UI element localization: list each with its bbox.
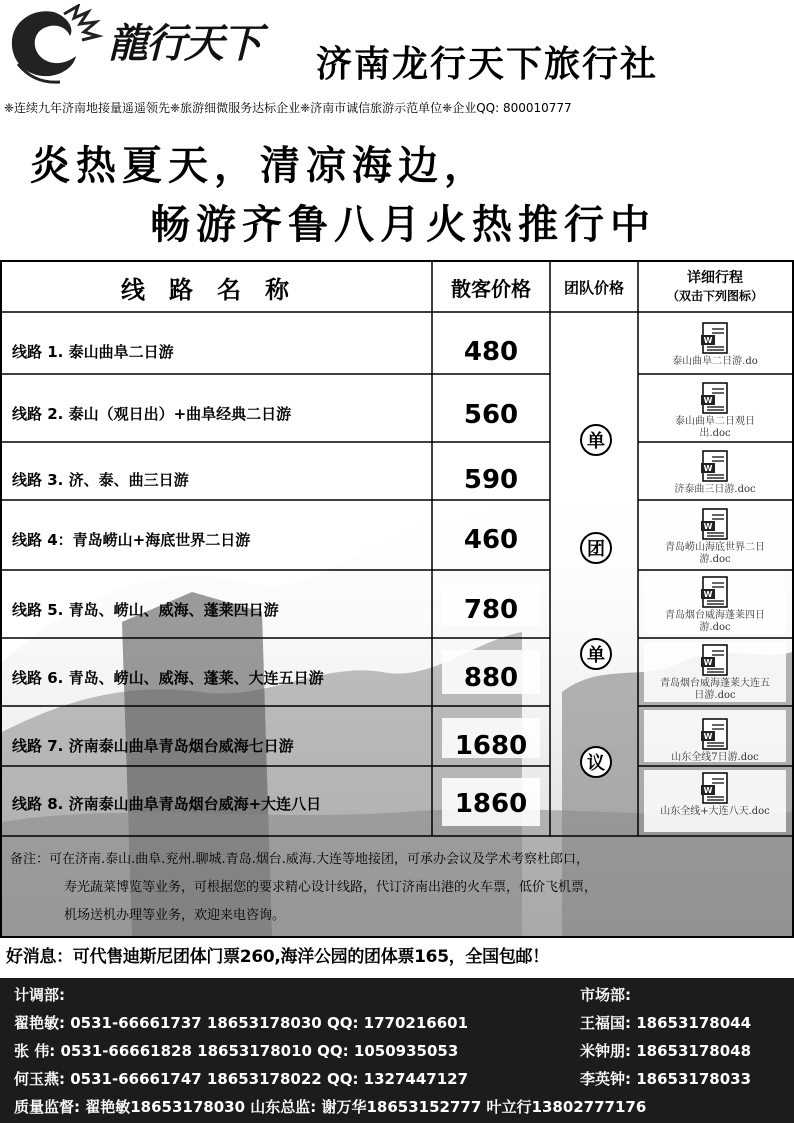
market-label: 市场部:: [580, 986, 631, 1004]
route-doc-4[interactable]: [640, 508, 790, 566]
dispatch-contact-3: 何玉燕: 0531-66661747 18653178022 QQ: 1327447127: [14, 1070, 469, 1088]
word-document-icon[interactable]: [700, 322, 730, 354]
route-doc-5[interactable]: [640, 576, 790, 634]
route-doc-7[interactable]: [640, 718, 790, 764]
svg-text:W: W: [703, 658, 713, 667]
tagline: ❈连续九年济南地接量遥遥领先❈旅游细微服务达标企业❈济南市诚信旅游示范单位❈企业QQ: 800010777: [4, 101, 572, 115]
svg-text:W: W: [703, 522, 713, 531]
logo-script: 龍行天下: [108, 20, 260, 67]
word-document-icon[interactable]: [700, 508, 730, 540]
route-doc-label-2: 泰山曲阜二日观日出.doc: [675, 416, 755, 439]
svg-text:W: W: [703, 464, 713, 473]
header-detail-title: 详细行程: [687, 270, 743, 286]
route-doc-label-6: 青岛烟台威海蓬莱大连五日游.doc: [660, 678, 770, 701]
word-document-icon[interactable]: [700, 772, 730, 804]
route-name-6: 线路 6. 青岛、崂山、威海、蓬莱、大连五日游: [12, 669, 324, 687]
remark-line-1: 备注：可在济南.泰山.曲阜.兖州.聊城.青岛.烟台.威海.大连等地接团，可承办会议及学术考察杜郎口，: [10, 852, 590, 867]
route-doc-label-7: 山东全线7日游.doc: [671, 752, 759, 763]
route-price-8: 1860: [454, 789, 528, 819]
svg-text:W: W: [703, 590, 713, 599]
slogan-line-1: 炎热夏天，清凉海边，: [30, 142, 490, 189]
route-name-7: 线路 7. 济南泰山曲阜青岛烟台威海七日游: [12, 737, 294, 755]
route-doc-label-5: 青岛烟台威海蓬莱四日游.doc: [665, 610, 765, 633]
header-route-name: 线路名称: [121, 275, 313, 304]
remark-line-3: 机场送机办理等业务，欢迎来电咨询。: [64, 908, 286, 923]
team-char-yi: 议: [580, 746, 612, 778]
header-team-price: 团队价格: [563, 278, 624, 297]
dispatch-label: 计调部:: [14, 986, 65, 1004]
routes-table: [0, 260, 794, 938]
supervision-line: 质量监督: 翟艳敏18653178030 山东总监: 谢万华18653152777 叶立行13802777176: [14, 1098, 647, 1116]
team-char-dan-2: 单: [580, 638, 612, 670]
company-name: 济南龙行天下旅行社: [316, 44, 659, 85]
route-price-5: 780: [463, 595, 519, 625]
contacts-panel: [0, 978, 794, 1123]
header-detail-subtitle: （双击下列图标）: [666, 289, 763, 303]
route-doc-label-3: 济泰曲三日游.doc: [674, 484, 756, 495]
route-name-3: 线路 3. 济、泰、曲三日游: [12, 471, 189, 489]
svg-text:W: W: [703, 786, 713, 795]
dispatch-contact-1: 翟艳敏: 0531-66661737 18653178030 QQ: 1770216601: [14, 1014, 469, 1032]
route-name-2: 线路 2. 泰山（观日出）+曲阜经典二日游: [12, 405, 292, 423]
word-document-icon[interactable]: [700, 450, 730, 482]
route-price-4: 460: [463, 525, 519, 555]
route-doc-8[interactable]: [640, 772, 790, 818]
route-doc-label-4: 青岛崂山海底世界二日游.doc: [665, 542, 765, 565]
dragon-logo-icon: [4, 4, 104, 86]
word-document-icon[interactable]: [700, 576, 730, 608]
svg-text:W: W: [703, 396, 713, 405]
route-doc-label-1: 泰山曲阜二日游.do: [672, 356, 758, 367]
good-news-banner: 好消息：可代售迪斯尼团体门票260,海洋公园的团体票165，全国包邮！: [6, 947, 549, 967]
svg-text:W: W: [703, 732, 713, 741]
route-price-2: 560: [463, 400, 519, 430]
route-doc-label-8: 山东全线+大连八天.doc: [660, 806, 770, 817]
route-name-5: 线路 5. 青岛、崂山、威海、蓬莱四日游: [12, 601, 279, 619]
header-detail: [638, 262, 792, 312]
word-document-icon[interactable]: [700, 644, 730, 676]
word-document-icon[interactable]: [700, 382, 730, 414]
team-char-tuan: 团: [580, 532, 612, 564]
route-name-8: 线路 8. 济南泰山曲阜青岛烟台威海+大连八日: [12, 795, 322, 813]
remark: [10, 846, 786, 930]
remark-line-2: 寿光蔬菜博览等业务，可根据您的要求精心设计线路，代订济南出港的火车票，低价飞机票，: [64, 880, 598, 895]
route-doc-3[interactable]: [640, 450, 790, 496]
header-price: 散客价格: [451, 276, 531, 301]
market-contact-1: 王福国: 18653178044: [580, 1014, 752, 1032]
dispatch-contact-2: 张 伟: 0531-66661828 18653178010 QQ: 1050935053: [14, 1042, 459, 1060]
slogan-line-2: 畅游齐鲁八月火热推行中: [150, 201, 656, 248]
route-doc-6[interactable]: [640, 644, 790, 702]
route-doc-1[interactable]: [640, 322, 790, 368]
team-char-dan-1: 单: [580, 424, 612, 456]
svg-text:W: W: [703, 336, 713, 345]
market-contact-3: 李英钟: 18653178033: [580, 1070, 752, 1088]
route-name-1: 线路 1. 泰山曲阜二日游: [12, 343, 174, 361]
route-price-6: 880: [463, 663, 519, 693]
route-price-3: 590: [463, 465, 519, 495]
route-doc-2[interactable]: [640, 382, 790, 440]
route-price-1: 480: [463, 337, 519, 367]
market-contact-2: 米钟朋: 18653178048: [580, 1042, 752, 1060]
header: [0, 0, 794, 96]
route-name-4: 线路 4：青岛崂山+海底世界二日游: [12, 531, 251, 549]
word-document-icon[interactable]: [700, 718, 730, 750]
route-price-7: 1680: [454, 731, 528, 761]
